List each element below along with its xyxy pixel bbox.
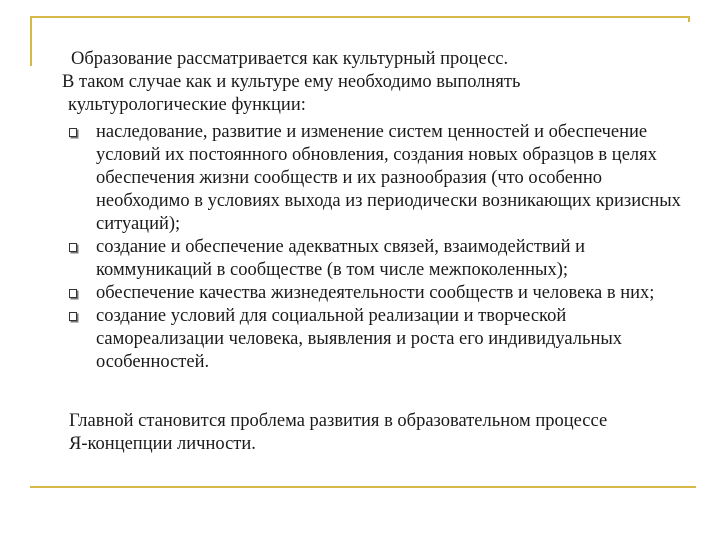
frame-left-rule: [30, 16, 32, 66]
list-item: [62, 236, 696, 282]
list-item: [62, 282, 696, 305]
list-item-text: обеспечение качества жизнедеятельности сообществ и человека в них;: [96, 283, 655, 303]
intro-line-1: Образование рассматривается как культурный процесс.: [71, 49, 509, 69]
functions-list: [62, 121, 692, 374]
intro-line-2: В таком случае как и культуре ему необходимо выполнять: [62, 72, 521, 92]
square-bullet-icon: [69, 289, 77, 298]
square-bullet-icon: [69, 128, 77, 137]
list-item: [62, 121, 696, 236]
list-item-text: создание условий для социальной реализации и творческой самореализации человека, выявления и роста его индивидуальных особенностей.: [96, 306, 623, 372]
list-item-text: создание и обеспечение адекватных связей, взаимодействий и коммуникаций в сообществе (в том числе межпоколенных);: [96, 237, 586, 280]
list-item: [62, 305, 696, 374]
frame-top-rule: [30, 16, 690, 18]
conclusion-text: Главной становится проблема развития в образовательном процессе Я-концепции личности.: [69, 411, 608, 454]
list-item-text: наследование, развитие и изменение систем ценностей и обеспечение условий их постоянного обновления, создания новых образцов в целях обеспечения жизни сообществ и их разнообразия (что особенно необходимо в условиях выхода из периодически возникающих кризисных ситуаций);: [96, 122, 681, 234]
square-bullet-icon: [69, 312, 77, 321]
frame-right-tick: [688, 16, 690, 22]
slide-body: [62, 48, 692, 456]
intro-line-3: культурологические функции:: [68, 95, 306, 115]
square-bullet-icon: [69, 243, 77, 252]
frame-bottom-rule: [30, 486, 696, 488]
